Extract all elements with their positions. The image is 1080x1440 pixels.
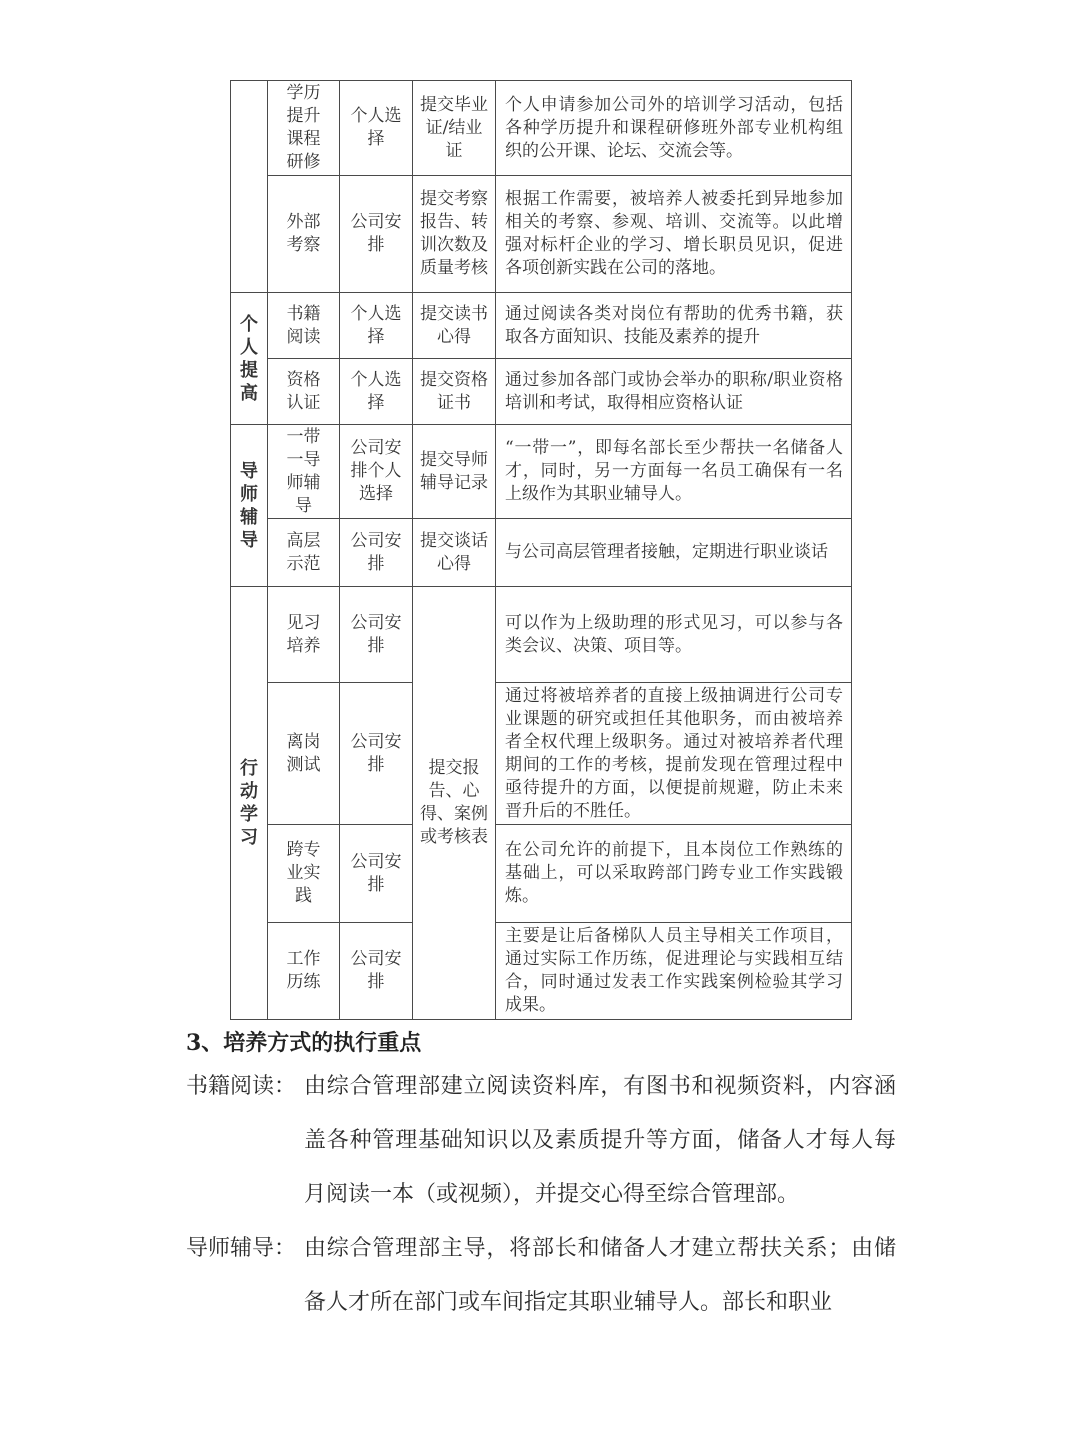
arrangement-cell: 个人选择	[340, 293, 413, 359]
arrangement-cell: 公司安排个人选择	[340, 425, 413, 519]
arrangement-cell: 个人选择	[340, 81, 413, 176]
table-row	[231, 359, 852, 425]
arrangement-cell: 公司安排	[340, 825, 413, 923]
method-cell: 跨专业实践	[268, 825, 340, 923]
arrangement-cell: 公司安排	[340, 683, 413, 825]
description-cell: 通过阅读各类对岗位有帮助的优秀书籍，获取各方面知识、技能及素养的提升	[496, 293, 852, 359]
arrangement-cell: 个人选择	[340, 359, 413, 425]
description-cell: 通过参加各部门或协会举办的职称/职业资格培训和考试，取得相应资格认证	[496, 359, 852, 425]
method-cell: 资格认证	[268, 359, 340, 425]
paragraph-text: 由综合管理部主导，将部长和储备人才建立帮扶关系；由储备人才所在部门或车间指定其职业辅导人。部长和职业	[304, 1236, 896, 1315]
submission-cell: 提交导师辅导记录	[413, 425, 496, 519]
category-cell-blank	[231, 81, 268, 293]
table-row	[231, 425, 852, 519]
method-cell: 高层示范	[268, 519, 340, 587]
submission-cell: 提交考察报告、转训次数及质量考核	[413, 176, 496, 293]
paragraph-label: 导师辅导：	[186, 1236, 297, 1261]
description-cell: 与公司高层管理者接触，定期进行职业谈话	[496, 519, 852, 587]
method-cell: 学历提升课程研修	[268, 81, 340, 176]
method-cell: 见习培养	[268, 587, 340, 683]
description-cell: 个人申请参加公司外的培训学习活动，包括各种学历提升和课程研修班外部专业机构组织的公开课、论坛、交流会等。	[496, 81, 852, 176]
category-mentor-guidance: 导师辅导	[231, 425, 268, 587]
description-cell: 可以作为上级助理的形式见习，可以参与各类会议、决策、项目等。	[496, 587, 852, 683]
description-cell: 通过将被培养者的直接上级抽调进行公司专业课题的研究或担任其他职务，而由被培养者全权代理上级职务。通过对被培养者代理期间的工作的考核，提前发现在管理过程中亟待提升的方面，以便提前规避，防止未来晋升后的不胜任。	[496, 683, 852, 825]
description-cell: 主要是让后备梯队人员主导相关工作项目，通过实际工作历练，促进理论与实践相互结合，同时通过发表工作实践案例检验其学习成果。	[496, 923, 852, 1020]
description-cell: 根据工作需要，被培养人被委托到异地参加相关的考察、参观、培训、交流等。以此增强对标杆企业的学习、增长职员见识，促进各项创新实践在公司的落地。	[496, 176, 852, 293]
training-methods-table	[230, 80, 852, 1020]
method-cell: 一带一导师辅导	[268, 425, 340, 519]
description-cell: “一带一”，即每名部长至少帮扶一名储备人才，同时，另一方面每一名员工确保有一名上级作为其职业辅导人。	[496, 425, 852, 519]
table-row	[231, 519, 852, 587]
method-cell: 书籍阅读	[268, 293, 340, 359]
submission-cell-action: 提交报告、心得、案例或考核表	[413, 587, 496, 1020]
paragraph-text: 由综合管理部建立阅读资料库，有图书和视频资料，内容涵盖各种管理基础知识以及素质提升等方面，储备人才每人每月阅读一本（或视频），并提交心得至综合管理部。	[304, 1074, 896, 1207]
category-action-learning: 行动学习	[231, 587, 268, 1020]
book-reading-paragraph	[186, 1060, 896, 1222]
arrangement-cell: 公司安排	[340, 176, 413, 293]
section-heading: 3、培养方式的执行重点	[186, 1030, 422, 1056]
table-row	[231, 825, 852, 923]
arrangement-cell: 公司安排	[340, 923, 413, 1020]
table-row	[231, 293, 852, 359]
arrangement-cell: 公司安排	[340, 519, 413, 587]
paragraph-label: 书籍阅读：	[186, 1074, 297, 1099]
method-cell: 工作历练	[268, 923, 340, 1020]
table-row	[231, 176, 852, 293]
submission-cell: 提交毕业证/结业证	[413, 81, 496, 176]
table-row	[231, 923, 852, 1020]
submission-cell: 提交读书心得	[413, 293, 496, 359]
table-row	[231, 81, 852, 176]
mentor-guidance-paragraph	[186, 1222, 896, 1330]
submission-cell: 提交资格证书	[413, 359, 496, 425]
arrangement-cell: 公司安排	[340, 587, 413, 683]
method-cell: 外部考察	[268, 176, 340, 293]
description-cell: 在公司允许的前提下，且本岗位工作熟练的基础上，可以采取跨部门跨专业工作实践锻炼。	[496, 825, 852, 923]
table-row	[231, 587, 852, 683]
category-personal-improvement: 个人提高	[231, 293, 268, 425]
table-row	[231, 683, 852, 825]
submission-cell: 提交谈话心得	[413, 519, 496, 587]
method-cell: 离岗测试	[268, 683, 340, 825]
